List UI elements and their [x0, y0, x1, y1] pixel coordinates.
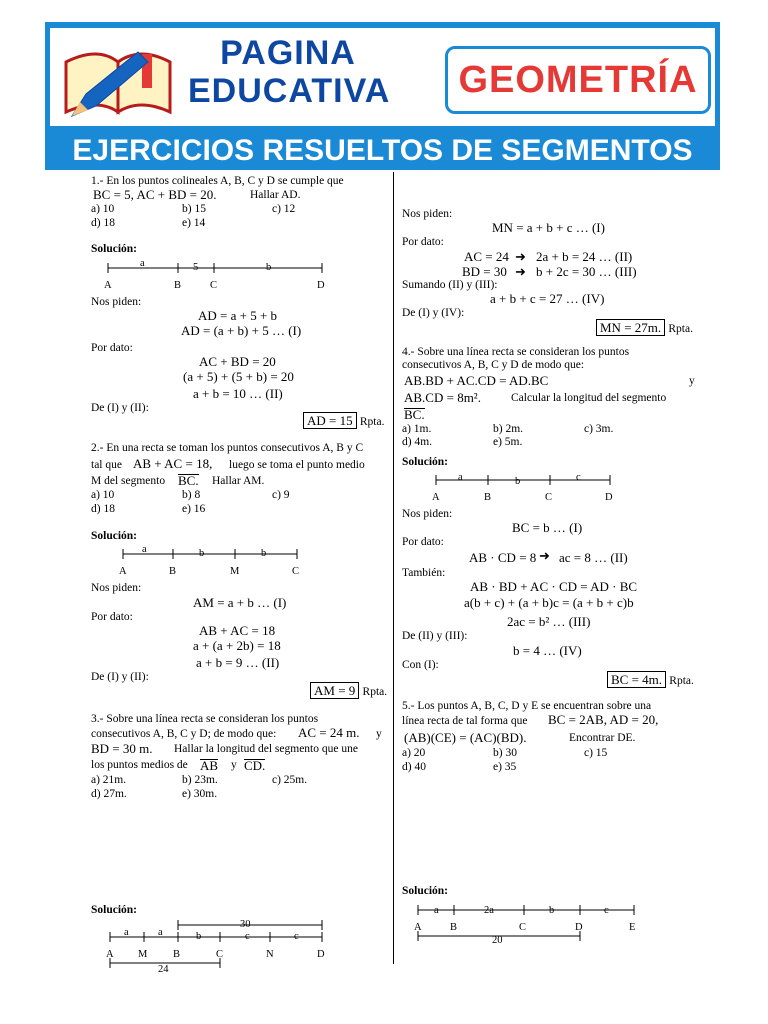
p3b-arrow1: ➜ [515, 249, 526, 264]
p4-eq6: b = 4 … (IV) [513, 643, 582, 658]
p1-point: A [104, 280, 112, 291]
p1-seg-label: 5 [193, 262, 199, 273]
p2-de: De (I) y (II): [91, 671, 149, 683]
p5-seg-label: b [549, 905, 555, 916]
p4-segment-diagram [428, 470, 618, 504]
p5-point: A [414, 922, 422, 933]
p4-eq3: AB · BD + AC · CD = AD · BC [470, 579, 638, 594]
p3-solution-label: Solución: [91, 904, 138, 916]
brand-logo-text [188, 34, 391, 110]
p3-point: B [173, 949, 181, 960]
p1-eq1: AD = a + 5 + b [198, 308, 278, 323]
p5-point: E [629, 922, 636, 933]
p4-statement-line2: consecutivos A, B, C y D de modo que: [402, 359, 585, 371]
p4-point: B [484, 492, 492, 503]
p3b-de: De (I) y (IV): [402, 307, 465, 319]
p2-point: M [230, 566, 240, 577]
p5-bottom-label: 20 [492, 935, 503, 946]
p3-option-a: a) 21m. [91, 774, 127, 786]
p5-statement-line2: línea recta de tal forma que [402, 715, 528, 727]
p3-segment-ab: AB [200, 758, 219, 773]
p1-point: D [317, 280, 325, 291]
p2-seg-label: b [261, 548, 267, 559]
p4-option-a: a) 1m. [402, 423, 432, 435]
page-title: EJERCICIOS RESUELTOS DE SEGMENTOS [72, 134, 693, 167]
p4-nos-piden: Nos piden: [402, 508, 453, 520]
p4-rpta: Rpta. [669, 675, 694, 687]
p3-point: A [106, 949, 114, 960]
p1-option-e: e) 14 [182, 217, 206, 229]
p1-eq4: (a + 5) + (5 + b) = 20 [183, 369, 294, 384]
p1-point: B [174, 280, 182, 291]
p3b-nos-piden: Nos piden: [402, 208, 453, 220]
p4-seg-label: a [458, 472, 463, 483]
p2-statement-line1: 2.- En una recta se toman los puntos consecutivos A, B y C [91, 442, 364, 454]
p4-tambien: También: [402, 567, 446, 579]
p3b-eq2: AC = 24 [464, 249, 509, 264]
p4-eq4: a(b + c) + (a + b)c = (a + b + c)b [464, 595, 634, 610]
p2-seg-label: b [199, 548, 205, 559]
p5-seg-label: a [434, 905, 439, 916]
p1-option-b: b) 15 [182, 203, 206, 215]
p2-statement-line3: M del segmento [91, 475, 166, 487]
p2-point: A [119, 566, 127, 577]
p3-statement-line1: 3.- Sobre una línea recta se consideran los puntos [91, 713, 319, 725]
p5-solution-label: Solución: [402, 885, 449, 897]
p1-eq3: AC + BD = 20 [199, 354, 276, 369]
p4-option-d: d) 4m. [402, 436, 433, 448]
p3b-eq2b: 2a + b = 24 … (II) [536, 249, 633, 264]
p1-option-a: a) 10 [91, 203, 115, 215]
p4-point: D [605, 492, 613, 503]
p4-eq1: BC = b … (I) [512, 520, 583, 535]
book-pencil-icon [58, 32, 178, 120]
p5-segment-diagram [408, 900, 644, 950]
p1-statement-line1: 1.- En los puntos colineales A, B, C y D se cumple que [91, 175, 344, 187]
p2-eq3: a + (a + 2b) = 18 [193, 638, 281, 653]
p5-statement-math1: BC = 2AB, AD = 20, [548, 712, 659, 727]
p5-point: D [575, 922, 583, 933]
p2-statement-line2: tal que [91, 459, 122, 471]
p2-answer-box [310, 684, 387, 699]
p5-point: C [519, 922, 527, 933]
p2-point: B [169, 566, 177, 577]
p4-option-b: b) 2m. [493, 423, 524, 435]
p5-statement-line1: 5.- Los puntos A, B, C, D y E se encuentran sobre una [402, 700, 652, 712]
p4-statement-line1: 4.- Sobre una línea recta se consideran los puntos [402, 346, 630, 358]
p3b-eq3b: b + 2c = 30 … (III) [536, 264, 637, 279]
p5-statement-line3: Encontrar DE. [569, 732, 636, 744]
p3-seg-label: b [196, 931, 202, 942]
p3-statement-line4: los puntos medios de [91, 759, 188, 771]
p2-option-b: b) 8 [182, 489, 201, 501]
p2-nos-piden: Nos piden: [91, 582, 142, 594]
p3-point: M [138, 949, 148, 960]
p3b-arrow2: ➜ [515, 264, 526, 279]
p3b-sumando: Sumando (II) y (III): [402, 279, 498, 291]
p4-seg-label: c [576, 472, 581, 483]
p1-eq2: AD = (a + b) + 5 … (I) [181, 323, 302, 338]
p2-statement-line2b: luego se toma el punto medio [229, 459, 365, 471]
p3-option-d: d) 27m. [91, 788, 127, 800]
p1-por-dato: Por dato: [91, 342, 133, 354]
p2-eq2: AB + AC = 18 [199, 623, 276, 638]
p1-nos-piden: Nos piden: [91, 296, 142, 308]
p1-solution-label: Solución: [91, 243, 138, 255]
p4-eq2b: ac = 8 … (II) [559, 550, 628, 565]
column-divider [393, 172, 394, 964]
p1-option-d: d) 18 [91, 217, 115, 229]
p2-segment-bc: BC. [178, 473, 199, 488]
p2-point: C [292, 566, 300, 577]
p4-option-e: e) 5m. [493, 436, 523, 448]
p4-statement-math2: AB.CD = 8m². [404, 390, 481, 405]
p4-answer: BC = 4m. [607, 671, 666, 688]
p1-statement-math: BC = 5, AC + BD = 20. [93, 187, 217, 202]
p3b-eq1: MN = a + b + c … (I) [492, 220, 605, 235]
subject-label: GEOMETRÍA [458, 59, 698, 101]
p5-point: B [450, 922, 458, 933]
p1-option-c: c) 12 [272, 203, 296, 215]
p2-eq4: a + b = 9 … (II) [196, 655, 280, 670]
p4-point: C [545, 492, 553, 503]
p2-option-a: a) 10 [91, 489, 115, 501]
p4-con: Con (I): [402, 659, 439, 671]
p3-bottom-label: 24 [158, 964, 169, 975]
p5-seg-label: c [604, 905, 609, 916]
p5-option-a: a) 20 [402, 747, 426, 759]
p1-seg-label: b [266, 262, 272, 273]
p1-segment-diagram [100, 258, 330, 292]
p3-statement-line3: Hallar la longitud del segmento que une [174, 743, 358, 755]
p4-eq5: 2ac = b² … (III) [507, 614, 591, 629]
brand-line-1: PAGINA [220, 34, 356, 72]
p4-statement-y: y [689, 375, 695, 387]
subject-badge [445, 46, 711, 114]
p3-point: N [266, 949, 274, 960]
p3-option-e: e) 30m. [182, 788, 218, 800]
p3-statement-line2: consecutivos A, B, C y D; de modo que: [91, 728, 277, 740]
p3b-eq3: BD = 30 [462, 264, 507, 279]
p3-statement-math2: BD = 30 m. [91, 741, 153, 756]
p3b-eq4: a + b + c = 27 … (IV) [490, 291, 605, 306]
p1-de: De (I) y (II): [91, 402, 149, 414]
p5-statement-math2: (AB)(CE) = (AC)(BD). [404, 730, 527, 745]
p2-option-c: c) 9 [272, 489, 290, 501]
p3b-answer-box [596, 321, 693, 336]
p3-seg-label: c [245, 931, 250, 942]
p3-statement-y2: y [231, 759, 237, 771]
p3-option-c: c) 25m. [272, 774, 308, 786]
p4-eq2: AB · CD = 8 [469, 550, 537, 565]
p3-seg-label: c [294, 931, 299, 942]
p1-answer: AD = 15 [303, 412, 357, 429]
p3-point: C [216, 949, 224, 960]
p3-point: D [317, 949, 325, 960]
p2-solution-label: Solución: [91, 530, 138, 542]
p5-seg-label: 2a [484, 905, 494, 916]
p3-top-label: 30 [240, 919, 251, 930]
p3-seg-label: a [158, 927, 163, 938]
p1-seg-label: a [140, 258, 145, 269]
p4-seg-label: b [515, 476, 521, 487]
p3-segment-diagram [100, 915, 330, 975]
p1-point: C [210, 280, 218, 291]
p2-rpta: Rpta. [362, 686, 388, 698]
brand-line-2: EDUCATIVA [188, 72, 391, 110]
p2-statement-math: AB + AC = 18, [133, 456, 213, 471]
p4-option-c: c) 3m. [584, 423, 614, 435]
p2-answer: AM = 9 [310, 682, 359, 699]
p1-eq5: a + b = 10 … (II) [193, 386, 283, 401]
p4-point: A [432, 492, 440, 503]
p4-solution-label: Solución: [402, 456, 449, 468]
p4-arrow: ➜ [539, 548, 550, 563]
p1-statement-line2: Hallar AD. [250, 189, 301, 201]
p3-seg-label: a [124, 927, 129, 938]
p4-statement-math1: AB.BD + AC.CD = AD.BC [404, 373, 549, 388]
p5-option-c: c) 15 [584, 747, 608, 759]
p1-rpta: Rpta. [359, 416, 385, 428]
p3-statement-y: y [376, 728, 382, 740]
p2-seg-label: a [142, 544, 147, 555]
p4-de: De (II) y (III): [402, 630, 468, 642]
p2-segment-diagram [115, 544, 305, 578]
p4-statement-line3: Calcular la longitud del segmento [511, 392, 667, 404]
p4-segment-bc: BC. [404, 407, 425, 422]
p2-option-e: e) 16 [182, 503, 206, 515]
p2-eq1: AM = a + b … (I) [193, 595, 287, 610]
p3b-por-dato: Por dato: [402, 236, 444, 248]
p4-answer-box [607, 673, 694, 688]
p5-option-b: b) 30 [493, 747, 517, 759]
p3-statement-math1: AC = 24 m. [298, 725, 360, 740]
p5-option-e: e) 35 [493, 761, 517, 773]
p2-statement-line3b: Hallar AM. [212, 475, 265, 487]
p4-por-dato: Por dato: [402, 536, 444, 548]
p5-option-d: d) 40 [402, 761, 426, 773]
p3-option-b: b) 23m. [182, 774, 218, 786]
p1-answer-box [303, 414, 384, 429]
p2-option-d: d) 18 [91, 503, 115, 515]
p3-segment-cd: CD. [244, 758, 266, 773]
p3b-rpta: Rpta. [668, 323, 693, 335]
p3b-answer: MN = 27m. [596, 319, 665, 336]
p2-por-dato: Por dato: [91, 611, 133, 623]
